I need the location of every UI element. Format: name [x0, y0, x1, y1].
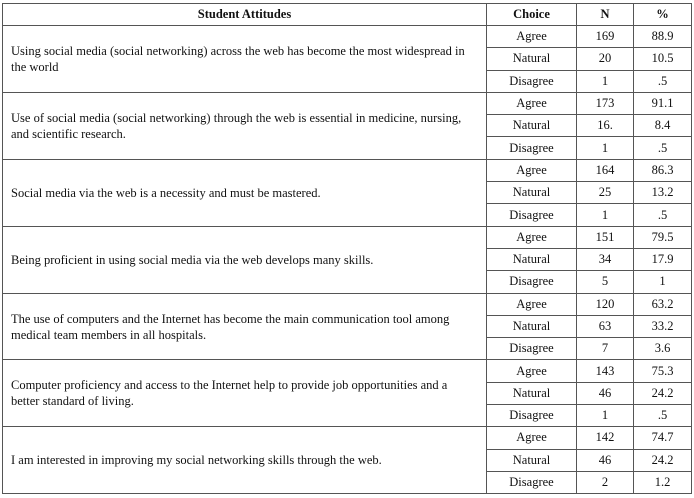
count-cell-agree: 164 — [577, 159, 634, 181]
percent-cell-agree: 74.7 — [634, 427, 692, 449]
header-student-attitudes: Student Attitudes — [3, 4, 487, 26]
percent-cell-disagree: 1 — [634, 271, 692, 293]
attitude-statement: I am interested in improving my social networking skills through the web. — [3, 427, 487, 494]
choice-cell-disagree: Disagree — [487, 338, 577, 360]
attitude-statement: The use of computers and the Internet has become the main communication tool among medical team members in all hospitals. — [3, 293, 487, 360]
choice-cell-natural: Natural — [487, 382, 577, 404]
attitudes-table — [2, 3, 692, 494]
count-cell-natural: 20 — [577, 48, 634, 70]
percent-cell-disagree: .5 — [634, 204, 692, 226]
count-cell-agree: 169 — [577, 26, 634, 48]
count-cell-natural: 25 — [577, 182, 634, 204]
count-cell-agree: 142 — [577, 427, 634, 449]
count-cell-disagree: 7 — [577, 338, 634, 360]
table-row — [3, 26, 692, 48]
choice-cell-agree: Agree — [487, 293, 577, 315]
choice-cell-natural: Natural — [487, 48, 577, 70]
count-cell-natural: 34 — [577, 248, 634, 270]
choice-cell-natural: Natural — [487, 315, 577, 337]
choice-cell-natural: Natural — [487, 449, 577, 471]
header-row — [3, 4, 692, 26]
count-cell-disagree: 1 — [577, 137, 634, 159]
count-cell-disagree: 2 — [577, 471, 634, 493]
attitude-statement: Using social media (social networking) across the web has become the most widespread in the world — [3, 26, 487, 93]
header-choice: Choice — [487, 4, 577, 26]
percent-cell-disagree: .5 — [634, 137, 692, 159]
choice-cell-agree: Agree — [487, 159, 577, 181]
percent-cell-agree: 75.3 — [634, 360, 692, 382]
choice-cell-natural: Natural — [487, 248, 577, 270]
choice-cell-agree: Agree — [487, 427, 577, 449]
choice-cell-disagree: Disagree — [487, 405, 577, 427]
percent-cell-agree: 88.9 — [634, 26, 692, 48]
table-row — [3, 159, 692, 181]
attitude-statement: Being proficient in using social media via the web develops many skills. — [3, 226, 487, 293]
attitude-statement: Use of social media (social networking) through the web is essential in medicine, nursing, and scientific research. — [3, 92, 487, 159]
percent-cell-natural: 17.9 — [634, 248, 692, 270]
choice-cell-agree: Agree — [487, 226, 577, 248]
choice-cell-disagree: Disagree — [487, 271, 577, 293]
percent-cell-agree: 91.1 — [634, 92, 692, 114]
count-cell-disagree: 1 — [577, 204, 634, 226]
choice-cell-agree: Agree — [487, 26, 577, 48]
choice-cell-agree: Agree — [487, 92, 577, 114]
table-row — [3, 427, 692, 449]
table-row — [3, 92, 692, 114]
count-cell-agree: 151 — [577, 226, 634, 248]
percent-cell-natural: 24.2 — [634, 382, 692, 404]
table-body — [3, 26, 692, 494]
choice-cell-disagree: Disagree — [487, 70, 577, 92]
choice-cell-natural: Natural — [487, 182, 577, 204]
count-cell-natural: 16. — [577, 115, 634, 137]
percent-cell-natural: 33.2 — [634, 315, 692, 337]
attitude-statement: Computer proficiency and access to the Internet help to provide job opportunities and a better standard of living. — [3, 360, 487, 427]
percent-cell-natural: 10.5 — [634, 48, 692, 70]
count-cell-disagree: 5 — [577, 271, 634, 293]
percent-cell-agree: 86.3 — [634, 159, 692, 181]
count-cell-disagree: 1 — [577, 405, 634, 427]
header-n: N — [577, 4, 634, 26]
percent-cell-natural: 24.2 — [634, 449, 692, 471]
table-row — [3, 293, 692, 315]
count-cell-agree: 173 — [577, 92, 634, 114]
count-cell-agree: 120 — [577, 293, 634, 315]
count-cell-disagree: 1 — [577, 70, 634, 92]
count-cell-natural: 46 — [577, 382, 634, 404]
table-row — [3, 226, 692, 248]
percent-cell-disagree: .5 — [634, 405, 692, 427]
percent-cell-disagree: 3.6 — [634, 338, 692, 360]
choice-cell-natural: Natural — [487, 115, 577, 137]
percent-cell-agree: 63.2 — [634, 293, 692, 315]
percent-cell-agree: 79.5 — [634, 226, 692, 248]
count-cell-agree: 143 — [577, 360, 634, 382]
count-cell-natural: 46 — [577, 449, 634, 471]
percent-cell-natural: 13.2 — [634, 182, 692, 204]
choice-cell-agree: Agree — [487, 360, 577, 382]
choice-cell-disagree: Disagree — [487, 471, 577, 493]
table-row — [3, 360, 692, 382]
attitude-statement: Social media via the web is a necessity and must be mastered. — [3, 159, 487, 226]
percent-cell-disagree: .5 — [634, 70, 692, 92]
percent-cell-disagree: 1.2 — [634, 471, 692, 493]
choice-cell-disagree: Disagree — [487, 204, 577, 226]
percent-cell-natural: 8.4 — [634, 115, 692, 137]
count-cell-natural: 63 — [577, 315, 634, 337]
header-percent: % — [634, 4, 692, 26]
choice-cell-disagree: Disagree — [487, 137, 577, 159]
